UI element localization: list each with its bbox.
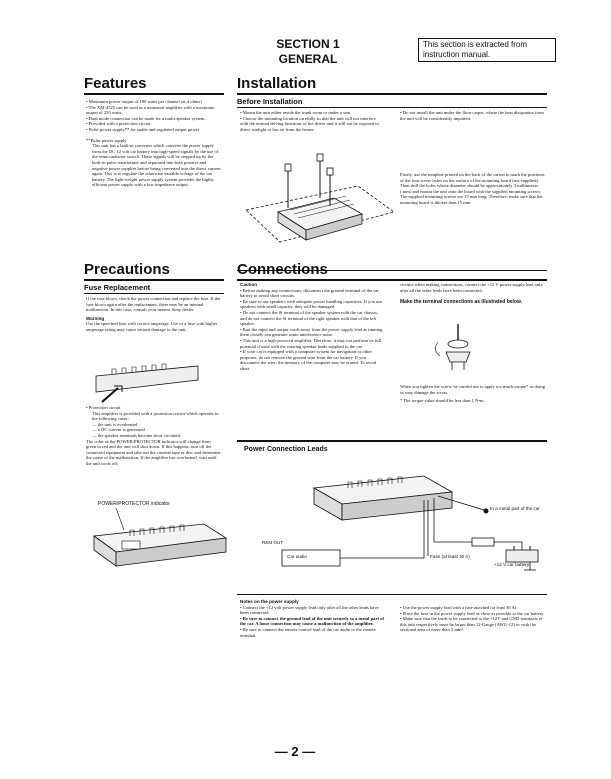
- mounting-illustration: [238, 150, 398, 260]
- power-connection-diagram: [238, 458, 548, 588]
- protection-body: This amplifier is provided with a protection circuit which operates in the following cases:: [92, 410, 219, 422]
- power-leads-heading: Power Connection Leads: [244, 446, 328, 453]
- power-note: • Place the fuse in the power supply lead as close as possible to the car battery.: [400, 610, 545, 616]
- installation-rule: [237, 93, 547, 95]
- installation-item: • Mount the unit either inside the trunk room or under a seat.: [240, 110, 352, 115]
- terminal-heading: Make the terminal connections as illustrated below.: [400, 299, 523, 306]
- connections-heading: Connections: [237, 261, 328, 278]
- power-leads-top-rule: [237, 440, 547, 442]
- caution-item: • Be sure to use speakers with adequate power handling capacities. If you use speakers with small capacity, they will be damaged.: [240, 298, 383, 310]
- features-list: [86, 99, 222, 188]
- connections-col2: [400, 282, 545, 305]
- fuse-body: If the fuse blows, check the power connection and replace the fuse. If the fuse blows again after the replacement, there may be an internal malfunction. In this case, consult your nearest Sony dealer.: [86, 296, 221, 313]
- fuse-illustration: [92, 362, 202, 404]
- caution-item: • Run the input and output cords away from the power supply lead as running them closely can generate some interference noise.: [240, 326, 383, 338]
- screw-caution: [400, 384, 545, 404]
- section-number: SECTION 1: [276, 37, 340, 51]
- caution-heading: Caution: [240, 282, 258, 287]
- power-note: • Connect the +12 volt power supply lead only after all the other leads have been connected.: [240, 604, 379, 616]
- warning-heading: Warning: [86, 315, 105, 321]
- connections-continued: circuits when making connections, connect the +12 V power supply lead only after all the other leads have been connected.: [400, 282, 543, 293]
- caution-item: • Do not connect the ⊖ terminal of the speaker system with the car chassis, and do not connect the ⊖ terminal of the right speaker with that of the left speaker.: [240, 309, 378, 327]
- power-notes-col2: [400, 605, 545, 633]
- precautions-rule: [84, 279, 224, 281]
- protection-case: — a DC current is generated: [92, 427, 145, 433]
- caution-item: • Before making any connections, disconnect the ground terminal of the car battery to avoid short circuits.: [240, 287, 379, 299]
- before-installation-rule: [237, 107, 547, 108]
- power-note: • Make sure that the leads to be connected to the +12V and GND terminals of this unit respectively must be larger than 12-Gauge (AWG-12) or with the sectional area of more than 3 mm².: [400, 616, 543, 633]
- power-leads-bottom-rule: [237, 594, 547, 595]
- pulse-note-title: **Pulse power supply: [86, 137, 127, 143]
- label-fuse: Fuse (at least 30 A): [430, 554, 470, 559]
- installation-item: • Choose the mounting location carefully so that the unit will not interfere with the normal driving functions of the driver and it will not be exposed to direct sunlight or hot air from the heater.: [240, 115, 379, 132]
- page-number: — 2 —: [274, 744, 316, 759]
- installation-col1: [240, 110, 385, 132]
- features-heading: Features: [84, 75, 147, 92]
- mounting-instructions: Firstly, use the template printed on the back of the carton to mark the positions of the four screw holes on the surface of the mounting board (not supplied). Then drill the holes whose diameter should be approximately 3 millimeters (.mm) and mount the unit onto the board with the supplied mounting screws. The supplied mounting screws are 15 mm long. Therefore, make sure that the mounting board is thicker than 15 mm.: [400, 172, 545, 205]
- installation-item: • Do not install the unit under the floor carpet, where the heat dissipation from the unit will be considerably impaired.: [400, 110, 544, 121]
- connections-rule: [237, 279, 547, 281]
- power-notes-heading: Notes on the power supply: [240, 599, 299, 604]
- protection-case: — the speaker terminals become short circuited.: [92, 432, 181, 438]
- label-car-audio: Car audio: [287, 554, 307, 559]
- features-rule: [84, 93, 224, 95]
- feature-item: • The XM-4525 can be used as a monaural amplifier with a maximum output of 250 watts.: [86, 104, 215, 116]
- power-note: • Be sure to connect the remote control lead of the car audio to the remote terminal.: [240, 626, 376, 638]
- power-notes-col1: [240, 599, 385, 638]
- caution-list: [240, 282, 385, 372]
- indicator-label: POWER/PROTECTOR indicator: [98, 501, 170, 507]
- protection-after: The color of the POWER/PROTECTOR indicator will change from green to red and the unit will shut down. If this happens, turn off the connected equipment and take out the cassette tape or disc and determine the cause of the malfunction. If the amplifier has overheated, wait until the unit cools off.: [86, 438, 221, 466]
- before-installation-heading: Before Installation: [237, 97, 303, 106]
- caution-item: • This unit is a high-powered amplifier. Therefore, it may not perform its full potential if used with the existing speaker leads supplied to the car.: [240, 337, 382, 349]
- feature-item: • Provided with a protection circuit.: [86, 121, 152, 127]
- feature-item: • Pulse power supply** for stable and regulated output power: [86, 126, 200, 132]
- terminal-illustration: [428, 322, 488, 372]
- protection-text: [86, 405, 222, 467]
- torque-note: * The torque value should be less than 1 N•m.: [400, 398, 485, 404]
- screw-caution-text: When you tighten the screw, be careful not to apply too much torque* as doing so may damage the screw.: [400, 384, 546, 395]
- power-note: • Be sure to connect the ground lead of the unit securely to a metal part of the car. A loose connection may cause a malfunction of the amplifier.: [240, 615, 385, 627]
- protection-case: — the unit is overheated: [92, 421, 138, 427]
- label-battery: +12 V car battery: [494, 562, 530, 567]
- amplifier-indicator-illustration: [86, 508, 236, 570]
- installation-col2: [400, 110, 545, 121]
- installation-heading: Installation: [237, 75, 317, 92]
- pulse-note-body: This unit has a built-in converter which converts the power supply from the DC 12 volt car battery into high-speed signals by the use of the semiconductor switch. These signals will be stepped up by the built-in pulse transformer and separated into both positive and negative power supplies before being converted into the direct current again. This is to regulate the otherwise variable voltage of the car battery. The light-weight power supply system provides the highly efficient power supply with a low impedance output.: [92, 143, 221, 188]
- protection-heading: • Protection circuit: [86, 405, 121, 410]
- label-metal-part: to a metal part of the car: [490, 506, 540, 511]
- caution-item: • If your car is equipped with a computer system for navigation or other purposes, do not remove the ground wire from the car battery. If you disconnect the wire, the memory of the computer may be erased. To avoid short: [240, 349, 377, 371]
- precautions-text: [86, 296, 222, 333]
- extract-notice: This section is extracted from instruction manual.: [418, 38, 556, 62]
- label-remote-out: REM OUT: [262, 540, 284, 545]
- warning-body: Use the specified fuse with correct amperage. Use of a fuse with higher amperage rating may cause serious damage to the unit.: [86, 321, 218, 332]
- feature-item: • Maximum power output of 100 watts per channel (at 4 ohms): [86, 99, 202, 104]
- precautions-heading: Precautions: [84, 261, 170, 278]
- power-note: • Use the power supply lead with a fuse attached (at least 30 A).: [400, 605, 518, 610]
- section-title: GENERAL: [278, 52, 338, 66]
- fuse-heading: Fuse Replacement: [84, 283, 151, 292]
- feature-item: • Dual mode connection can be made for a multi-speaker system.: [86, 115, 206, 121]
- fuse-rule: [84, 293, 224, 294]
